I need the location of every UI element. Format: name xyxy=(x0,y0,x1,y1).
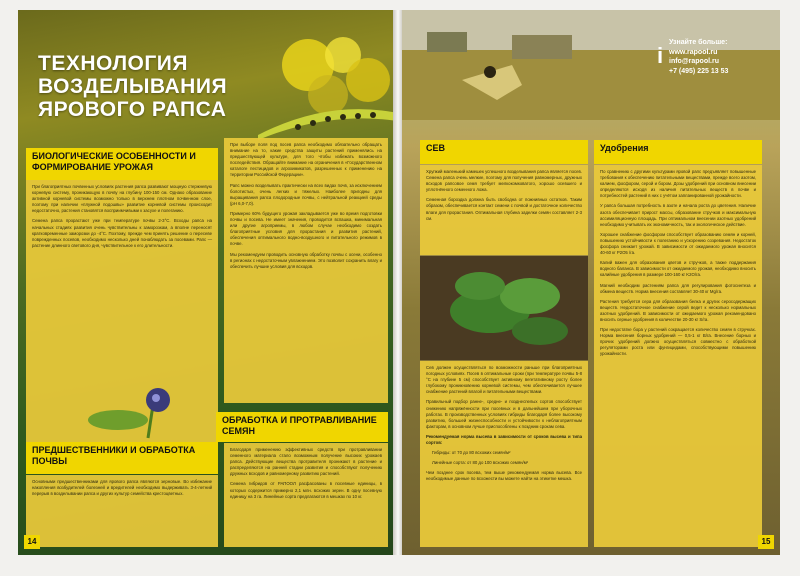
sev-section-body-bottom xyxy=(420,361,588,547)
pred-paragraph: Основными предшественниками для ярового рапса являются зерновые. Во избежание накопления возбудителей болезней и вредителей необходимо выдерживать 3-4-летний перерыв в возделывании рапса и других культур семейства крестоцветных. xyxy=(32,479,212,497)
sev-paragraph: Семенная бороздка должна быть свободна от пожнивных остатков. Таким образом, обеспечивается контакт семени с почвой и достаточное количество влаги для прорастания. Оптимальная глубина заделки семян составляет 2-3 см. xyxy=(426,197,582,221)
rapeseed-seedling-photo xyxy=(420,256,588,360)
title-line-1: ТЕХНОЛОГИЯ xyxy=(38,52,188,75)
sev-closing: Чем позднее срок посева, тем выше рекомендуемая норма высева. Все необходимые данные по всхожести вы можете найти на этикетке мешка. xyxy=(426,470,582,482)
mid-section-body xyxy=(224,138,388,403)
seedling-image xyxy=(78,380,208,440)
treat-paragraph: Семена гибридов от РАПООЛ расфасованы в посевные единицы, в которых содержится примерно 2,1 млн. всхожих зерен. В одну посевную единицу на 3 га. Линейные сорта предлагаются в мешках по 10 кг. xyxy=(230,481,382,499)
left-page xyxy=(18,10,394,555)
treat-paragraph: Благодаря применению эффективных средств при протравливании семенного материала стало возможным получение высоких урожаев рапса. Действующие вещества протравителя проникают в растение и распределяются на ранней стадии развития и способствуют получению дружных всходов и равномерному развитию растений. xyxy=(230,447,382,477)
bio-paragraph: Семена рапса прорастают уже при температуре почвы 2-3°С. Всходы рапса на начальных стадиях развития очень чувствительны к заморозкам, а вполне переносят кратковременные заморозки до -4°С. Поэтому, прежде чем принять решение о пересеве поврежденных посевов, необходимо несколько дней понаблюдать за посевами. Рапс — растение длинного светового дня, чувствительное к его длительности. xyxy=(32,218,212,248)
fertilizer-paragraph: Магний необходим растениям рапса для регулирования фотосинтеза и обмена веществ. Норма внесения составляет 30-40 кг Mg/га. xyxy=(600,282,756,294)
website-link[interactable]: www.rapool.ru xyxy=(669,48,718,56)
fertilizer-paragraph: Калий важен для образования цветов и стручков, а также поддержания водного баланса. В зависимости от ожидаемого урожая, необходимо вносить калийные удобрения в размере 100-160 кг K2O/га. xyxy=(600,260,756,278)
fertilizer-paragraph: У рапса большая потребность в азоте и начала роста до цветения. Наличие азота обеспечивает прирост массы, образование стручков и максимальную ассимиляционную площадь. При оптимальном внесении азотных удобрений необходимо учитывать их экономичность, так и экологическое действие. xyxy=(600,203,756,227)
treat-section-body xyxy=(224,443,388,547)
title-line-2: ВОЗДЕЛЫВАНИЯ xyxy=(38,75,228,98)
fertilizer-paragraph: При недостатке бора у растений сокращается количество семян в стручках. Норма внесения борных удобрений — 0,5-1 кг B/га. Внесение борных и прочих удобрений должно осуществляться совместно с обработкой регуляторами роста или фунгицидами, способствующими повышению урожайности. xyxy=(600,327,756,357)
sev-paragraph: Хрупкий маленький камешек успешного возделывания рапса является посев. Семена рапса очень мелкие, поэтому для получения равномерных, дружных всходов рапсовое семя требует мелкокомковатого, хорошо осевшего и уплотнённого семенного ложа. xyxy=(426,169,582,193)
seed-rate-item: Гибриды: от 70 до 80 всхожих семян/м² xyxy=(432,450,511,456)
mid-paragraph: Примерно 60% будущего урожая закладывается уже во время подготовки почвы и посева. Не имеет значения, проводится вспашка, минимальная или другие агроприемы, в любом случае необходимо создать благоприятные условия для прорастания и развития растений, обеспечения оптимального водно-воздушного и питательного режимов в почве. xyxy=(230,210,382,247)
page-number-left: 14 xyxy=(24,535,40,549)
right-page xyxy=(402,10,780,555)
page-title xyxy=(38,52,298,121)
mid-paragraph: При выборе поля под посев рапса необходимо обязательно обращать внимание на то, какие средства защиты растений применялись на предшествующей культуре, для того чтобы избежать возможного последействия. Обращайте внимание на ограничения в «Государственном каталоге пестицидов и агрохимикатов, разрешенных к применению на территории Российской Федерации». xyxy=(230,142,382,178)
sev-section-body-top xyxy=(420,165,588,255)
email-link[interactable]: info@rapool.ru xyxy=(669,58,719,65)
seed-rate-item: Линейные сорта: от 80 до 100 всхожих семян/м² xyxy=(432,460,529,466)
page-number-right: 15 xyxy=(758,535,774,549)
info-icon: i xyxy=(657,43,664,68)
bio-paragraph: При благоприятных почвенных условиях растения рапса развивают мощную стержневую корневую систему, проникающую в почву на глубину 100-150 см. Однако образование активной корневой системы возможно только в верхнем плотном почвенном слое, поэтому при наличии «плужной подошвы» развитие корневой системы происходит недостаточно, растения становятся восприимчивыми к засухе и полеганию. xyxy=(32,184,212,214)
info-block xyxy=(657,34,777,106)
bio-section-heading: БИОЛОГИЧЕСКИЕ ОСОБЕННОСТИ И ФОРМИРОВАНИЕ УРОЖАЯ xyxy=(26,148,218,180)
sev-paragraph: Правильный подбор ранне-, средне- и позднеспелых сортов способствует снижению напряжённости при посевных и в дальнейшем при уборочных работах. В производственных условиях гибриды благодаря более высокому развитию, большей жизнеспособности и устойчивости к неблагоприятным факторам, в основном лучше приспособлены к поздним срокам сева. xyxy=(426,399,582,429)
fertilizer-paragraph: По сравнению с другими культурами яровой рапс предъявляет повышенные требования к обеспечению питательными веществами, прежде всего азотом, калием, фосфором, серой и бором. Дозы удобрений при основном внесении определяются исходя из наличия питательных веществ в почве и потребностей растений в них с учётом запланированной урожайности. xyxy=(600,169,756,199)
fertilizer-section-body xyxy=(594,165,762,547)
info-heading: Узнайте больше: xyxy=(669,39,728,46)
pred-section-body xyxy=(26,475,218,547)
info-text xyxy=(669,38,728,76)
sev-section-heading: СЕВ xyxy=(420,140,588,164)
title-line-3: ЯРОВОГО РАПСА xyxy=(38,98,227,121)
mid-paragraph: Мы рекомендуем проводить основную обработку почвы с осени, особенно в регионах с недостаточным увлажнением. Это позволит сохранить влагу и обеспечить лучшие условия для всходов. xyxy=(230,251,382,269)
mid-paragraph: Рапс можно возделывать практически на всех видах почв, за исключением болотистых, очень легких и тяжелых. Наиболее пригодны для выращивания рапса плодородные почвы, с нейтральной реакцией среды (pH 6,0-7,0). xyxy=(230,182,382,206)
seed-rate-title: Рекомендуемая норма высева в зависимости от сроков высева и типа сортов: xyxy=(426,433,582,446)
sev-paragraph: Сев должен осуществляться по возможности раньше при благоприятных погодных условиях. Посев в оптимальные сроки (при температуре почвы 5-8 °С на глубине 5 см) способствует активному вегетативному росту более глубокому проникновению корневой системы, чем обеспечивается лучшее снабжение растений влагой и питательными веществами. xyxy=(426,365,582,395)
fertilizer-section-heading: Удобрения xyxy=(594,140,762,164)
fertilizer-paragraph: Растения требуется сера для образования белка и других серосодержащих веществ. Недостаточное снабжение серой ведет к несколько нормальных азотных удобрений. В зависимости от ожидаемого урожая рекомендовано вносить серные удобрения в количестве 20-30 кг S/га. xyxy=(600,298,756,322)
fertilizer-paragraph: Хорошее снабжение фосфором способствует образованию семян и корней, повышению устойчивости к полеганию и ускорению созревания. Недостаток фосфора снижает урожай. В зависимости от ожидаемого урожая вносится 40-60 кг P2O5 /га. xyxy=(600,231,756,256)
phone-number[interactable]: +7 (495) 225 13 53 xyxy=(669,67,729,75)
pred-section-heading: ПРЕДШЕСТВЕННИКИ И ОБРАБОТКА ПОЧВЫ xyxy=(26,442,218,474)
treat-section-heading: ОБРАБОТКА И ПРОТРАВЛИВАНИЕ СЕМЯН xyxy=(216,412,388,442)
